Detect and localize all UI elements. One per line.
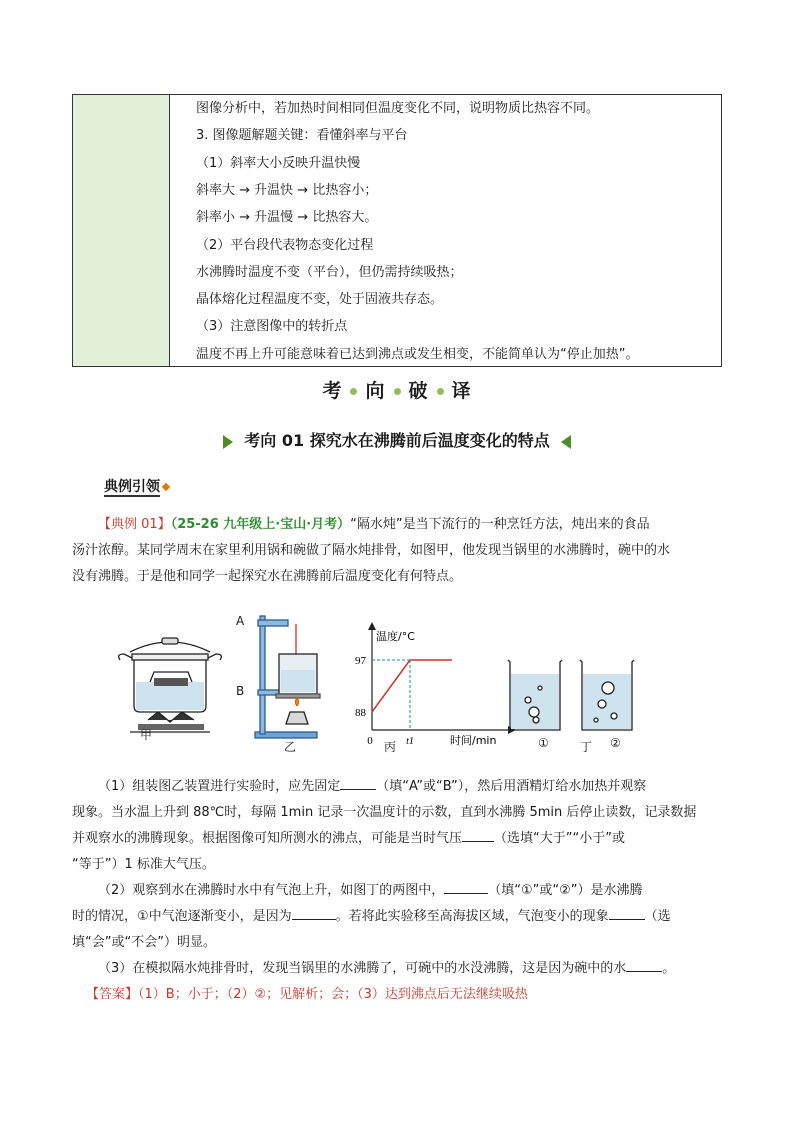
answer-blank (292, 906, 336, 920)
label-bing: 丙 (384, 740, 397, 754)
chart-x-axis-label: 时间/min (450, 734, 497, 747)
temperature-chart (355, 622, 516, 747)
chart-y-axis-label: 温度/°C (376, 630, 415, 643)
chart-x-tick-label: t1 (406, 736, 414, 747)
topic-title-text: 考向 01 探究水在沸腾前后温度变化的特点 (244, 431, 550, 450)
topic-title (0, 428, 794, 451)
knowledge-table (72, 94, 722, 367)
table-line: 温度不再上升可能意味着已达到沸点或发生相变，不能简单认为“停止加热”。 (196, 347, 639, 362)
example-paragraph (72, 512, 722, 590)
chart-y-tick-label: 97 (355, 655, 366, 667)
section-title-char: 向 (365, 380, 386, 402)
dot-icon (394, 388, 401, 395)
section-title (0, 376, 794, 403)
table-right-cell (170, 95, 721, 366)
label-two: ② (610, 736, 621, 750)
pot-illustration (119, 638, 222, 732)
question-text: 。若将此实验移至高海拔区域，气泡变小的现象 (335, 909, 609, 924)
label-a: A (236, 614, 245, 628)
beakers-illustration (508, 660, 634, 730)
answer-tag: 【答案】 (86, 987, 139, 1002)
chart-series-line (372, 660, 452, 712)
example-source: （25-26 九年级上·宝山·月考） (170, 517, 351, 532)
answer-blank (626, 958, 662, 972)
label-jia: 甲 (140, 728, 153, 742)
question-text: 填“会”或“不会”）明显。 (72, 935, 216, 950)
question-text: 时的情况，①中气泡逐渐变小，是因为 (72, 909, 292, 924)
question-text: （1）组装图乙装置进行实验时，应先固定 (98, 779, 341, 794)
answer-blank (462, 828, 494, 842)
question-text: （3）在模拟隔水炖排骨时，发现当锅里的水沸腾了，可碗中的水没沸腾，这是因为碗中的水 (98, 961, 627, 976)
answer-text: （1）B；小于；（2）②；见解析；会；（3）达到沸点后无法继续吸热 (138, 987, 528, 1002)
table-line: （1）斜率大小反映升温快慢 (196, 156, 361, 171)
question-text: （2）观察到水在沸腾时水中有气泡上升，如图丁的两图中， (98, 883, 445, 898)
label-ding: 丁 (580, 740, 593, 754)
example-heading-text: 典例引领 (104, 479, 160, 495)
section-title-char: 考 (322, 380, 343, 402)
question-text: 现象。当水温上升到 88℃时，每隔 1min 记录一次温度计的示数，直到水沸腾 5min 后停止读数，记录数据 (72, 805, 697, 820)
example-intro: “隔水炖”是当下流行的一种烹饪方法，炖出来的食品 (350, 517, 650, 532)
chart-origin-label: 0 (367, 735, 373, 747)
section-title-char: 译 (451, 380, 472, 402)
label-b: B (236, 684, 245, 698)
answer-blank (340, 776, 376, 790)
dot-icon (350, 388, 357, 395)
label-yi: 乙 (284, 740, 297, 754)
section-title-char: 破 (408, 380, 429, 402)
table-line: 斜率大 → 升温快 → 比热容小； (196, 183, 378, 198)
question-text: 。 (662, 961, 676, 976)
experiment-figure (110, 602, 640, 752)
question-text: 并观察水的沸腾现象。根据图像可知所测水的沸点，可能是当时气压 (72, 831, 463, 846)
question-1 (72, 774, 722, 800)
example-intro: 汤汁浓醇。某同学周末在家里利用锅和碗做了隔水炖排骨，如图甲，他发现当锅里的水沸腾时，碗中的水 (72, 543, 671, 558)
example-intro: 没有沸腾。于是他和同学一起探究水在沸腾前后温度变化有何特点。 (72, 569, 463, 584)
questions (72, 774, 722, 1008)
answer-blank (609, 906, 645, 920)
table-line: 图像分析中，若加热时间相同但温度变化不同，说明物质比热容不同。 (196, 101, 600, 116)
question-text: （选填“大于”“小于”或 (494, 831, 625, 846)
table-line: （3）注意图像中的转折点 (196, 319, 348, 334)
question-3 (72, 956, 722, 982)
table-line: （2）平台段代表物态变化过程 (196, 238, 374, 253)
answer-blank (444, 880, 488, 894)
question-text: （填“①”或“②”）是水沸腾 (488, 883, 643, 898)
diamond-icon (162, 483, 170, 491)
stand-apparatus (255, 616, 320, 738)
example-tag: 【典例 01】 (98, 517, 171, 532)
table-line: 斜率小 → 升温慢 → 比热容大。 (196, 210, 378, 225)
chart-y-arrow (368, 622, 376, 630)
example-heading (104, 476, 169, 496)
question-text: （选 (644, 909, 671, 924)
dot-icon (437, 388, 444, 395)
question-2 (72, 878, 722, 904)
table-line: 水沸腾时温度不变（平台），但仍需持续吸热； (196, 265, 463, 280)
answer-line (72, 982, 722, 1008)
triangle-left-icon (561, 435, 571, 449)
chart-y-tick-label: 88 (355, 707, 366, 719)
table-line: 晶体熔化过程温度不变，处于固液共存态。 (196, 292, 444, 307)
triangle-right-icon (223, 435, 233, 449)
question-text: “等于”）1 标准大气压。 (72, 857, 215, 872)
table-left-cell (73, 95, 170, 366)
question-text: （填“A”或“B”），然后用酒精灯给水加热并观察 (376, 779, 647, 794)
table-line: 3. 图像题解题关键：看懂斜率与平台 (196, 128, 408, 143)
label-one: ① (538, 736, 549, 750)
